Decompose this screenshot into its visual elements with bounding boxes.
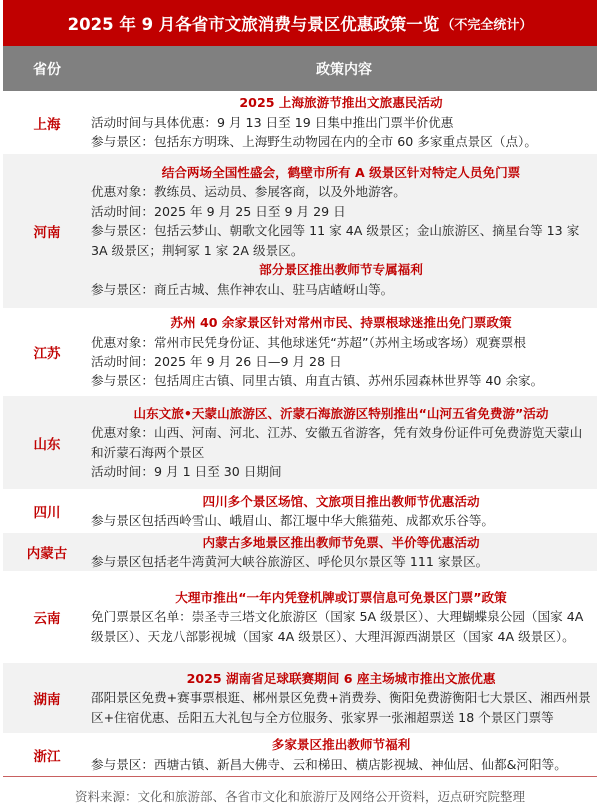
policy-heading: 部分景区推出教师节专属福利 (259, 262, 423, 278)
table-row (3, 733, 597, 776)
policy-line: 活动时间：2025 年 9 月 26 日—9 月 28 日 (91, 354, 342, 369)
table-row (3, 533, 597, 571)
table-row (3, 154, 597, 308)
table-row (3, 663, 597, 733)
policy-line: 参与景区：包括东方明珠、上海野生动物园在内的全市 60 多家重点景区（点）。 (91, 134, 537, 150)
policy-line: 参与景区包括西岭雪山、峨眉山、都江堰中华大熊猫苑、成都欢乐谷等。 (91, 513, 494, 528)
policy-line: 参与景区包括老牛湾黄河大峡谷旅游区、呼伦贝尔景区等 111 家景区。 (91, 554, 489, 569)
province-cell: 山东 (33, 436, 61, 453)
policy-cell (91, 313, 597, 391)
policy-heading: 多家景区推出教师节福利 (271, 737, 411, 753)
policy-cell (91, 735, 597, 774)
policy-line: 活动时间：2025 年 9 月 25 日至 9 月 29 日 (91, 203, 346, 219)
policy-cell (91, 669, 597, 727)
province-cell: 云南 (33, 611, 61, 627)
province-cell: 内蒙古 (26, 546, 68, 562)
table-body (0, 91, 600, 776)
policy-cell (91, 404, 597, 482)
province-cell: 河南 (33, 225, 61, 241)
policy-line: 免门票景区名单：崇圣寺三塔文化旅游区（国家 5A 级景区）、大理蝴蝶泉公园（国家 4A 级景区）、天龙八部影视城（国家 4A 级景区）、大理洱源西湖景区（国家 4A 级景区）。 (91, 609, 584, 644)
policy-line: 参与景区：包括云梦山、朝歌文化园等 11 家 4A 级景区；金山旅游区、摘星台等 13 家 3A 级景区；荆轲冢 1 家 2A 级景区。 (91, 223, 580, 258)
policy-heading: 结合两场全国性盛会，鹤壁市所有 A 级景区针对特定人员免门票 (161, 165, 521, 181)
policy-heading: 大理市推出“一年内凭登机牌或订票信息可免景区门票”政策 (175, 589, 507, 605)
title-note: （不完全统计） (441, 17, 533, 33)
province-cell: 江苏 (33, 346, 61, 362)
policy-line: 参与景区：包括周庄古镇、同里古镇、甪直古镇、苏州乐园森林世界等 40 余家。 (91, 373, 544, 389)
province-cell: 湖南 (33, 692, 61, 708)
policy-line: 邵阳景区免费+赛事票根逛、郴州景区免费+消费券、衡阳免费游衡阳七大景区、湘西州景区+住宿优惠、岳阳五大礼包与全方位服务、张家界一张湘超票送 18 个景区门票等 (91, 690, 591, 725)
policy-line: 优惠对象：山西、河南、河北、江苏、安徽五省游客，凭有效身份证件可免费游览天蒙山和沂蒙石海两个景区 (91, 425, 583, 460)
policy-cell (91, 492, 597, 531)
header-province: 省份 (33, 61, 61, 78)
policy-cell (91, 588, 597, 646)
table-row (3, 489, 597, 533)
policy-line: 活动时间：9 月 1 日至 30 日期间 (91, 463, 282, 479)
source-note: 资料来源：文化和旅游部、各省市文化和旅游厅及网络公开资料，迈点研究院整理 (74, 789, 525, 804)
policy-line: 优惠对象：常州市民凭身份证、其他球迷凭“苏超”（苏州主场或客场）观赛票根 (91, 334, 526, 350)
policy-cell (91, 163, 597, 299)
policy-heading: 2025 湖南省足球联赛期间 6 座主场城市推出文旅优惠 (186, 670, 496, 686)
table-title (3, 0, 597, 46)
table-row (3, 571, 597, 663)
province-cell: 上海 (33, 116, 61, 133)
policy-line: 活动时间与具体优惠：9 月 13 日至 19 日集中推出门票半价优惠 (91, 114, 454, 130)
policy-line: 优惠对象：教练员、运动员、参展客商，以及外地游客。 (91, 184, 406, 200)
policy-heading: 2025 上海旅游节推出文旅惠民活动 (239, 95, 443, 111)
table-row (3, 308, 597, 396)
policy-line: 参与景区：西塘古镇、新昌大佛寺、云和梯田、横店影视城、神仙居、仙都&河阳等。 (91, 756, 567, 772)
policy-line: 参与景区：商丘古城、焦作神农山、驻马店嵖岈山等。 (91, 281, 394, 297)
table-row (3, 396, 597, 489)
policy-cell (91, 533, 597, 572)
policy-heading: 四川多个景区场馆、文旅项目推出教师节优惠活动 (202, 493, 480, 509)
policy-heading: 山东文旅•天蒙山旅游区、沂蒙石海旅游区特别推出“山河五省免费游”活动 (133, 405, 549, 421)
province-cell: 四川 (33, 505, 61, 521)
policy-heading: 内蒙古多地景区推出教师节免票、半价等优惠活动 (202, 534, 480, 550)
province-cell: 浙江 (33, 748, 61, 765)
header-policy: 政策内容 (316, 61, 372, 78)
title-text: 2025 年 9 月各省市文旅消费与景区优惠政策一览 (67, 15, 440, 34)
policy-cell (91, 93, 597, 151)
table-row (3, 91, 597, 154)
divider (3, 776, 597, 777)
table-header (3, 46, 597, 91)
policy-heading: 苏州 40 余家景区针对常州市民、持票根球迷推出免门票政策 (170, 315, 512, 331)
